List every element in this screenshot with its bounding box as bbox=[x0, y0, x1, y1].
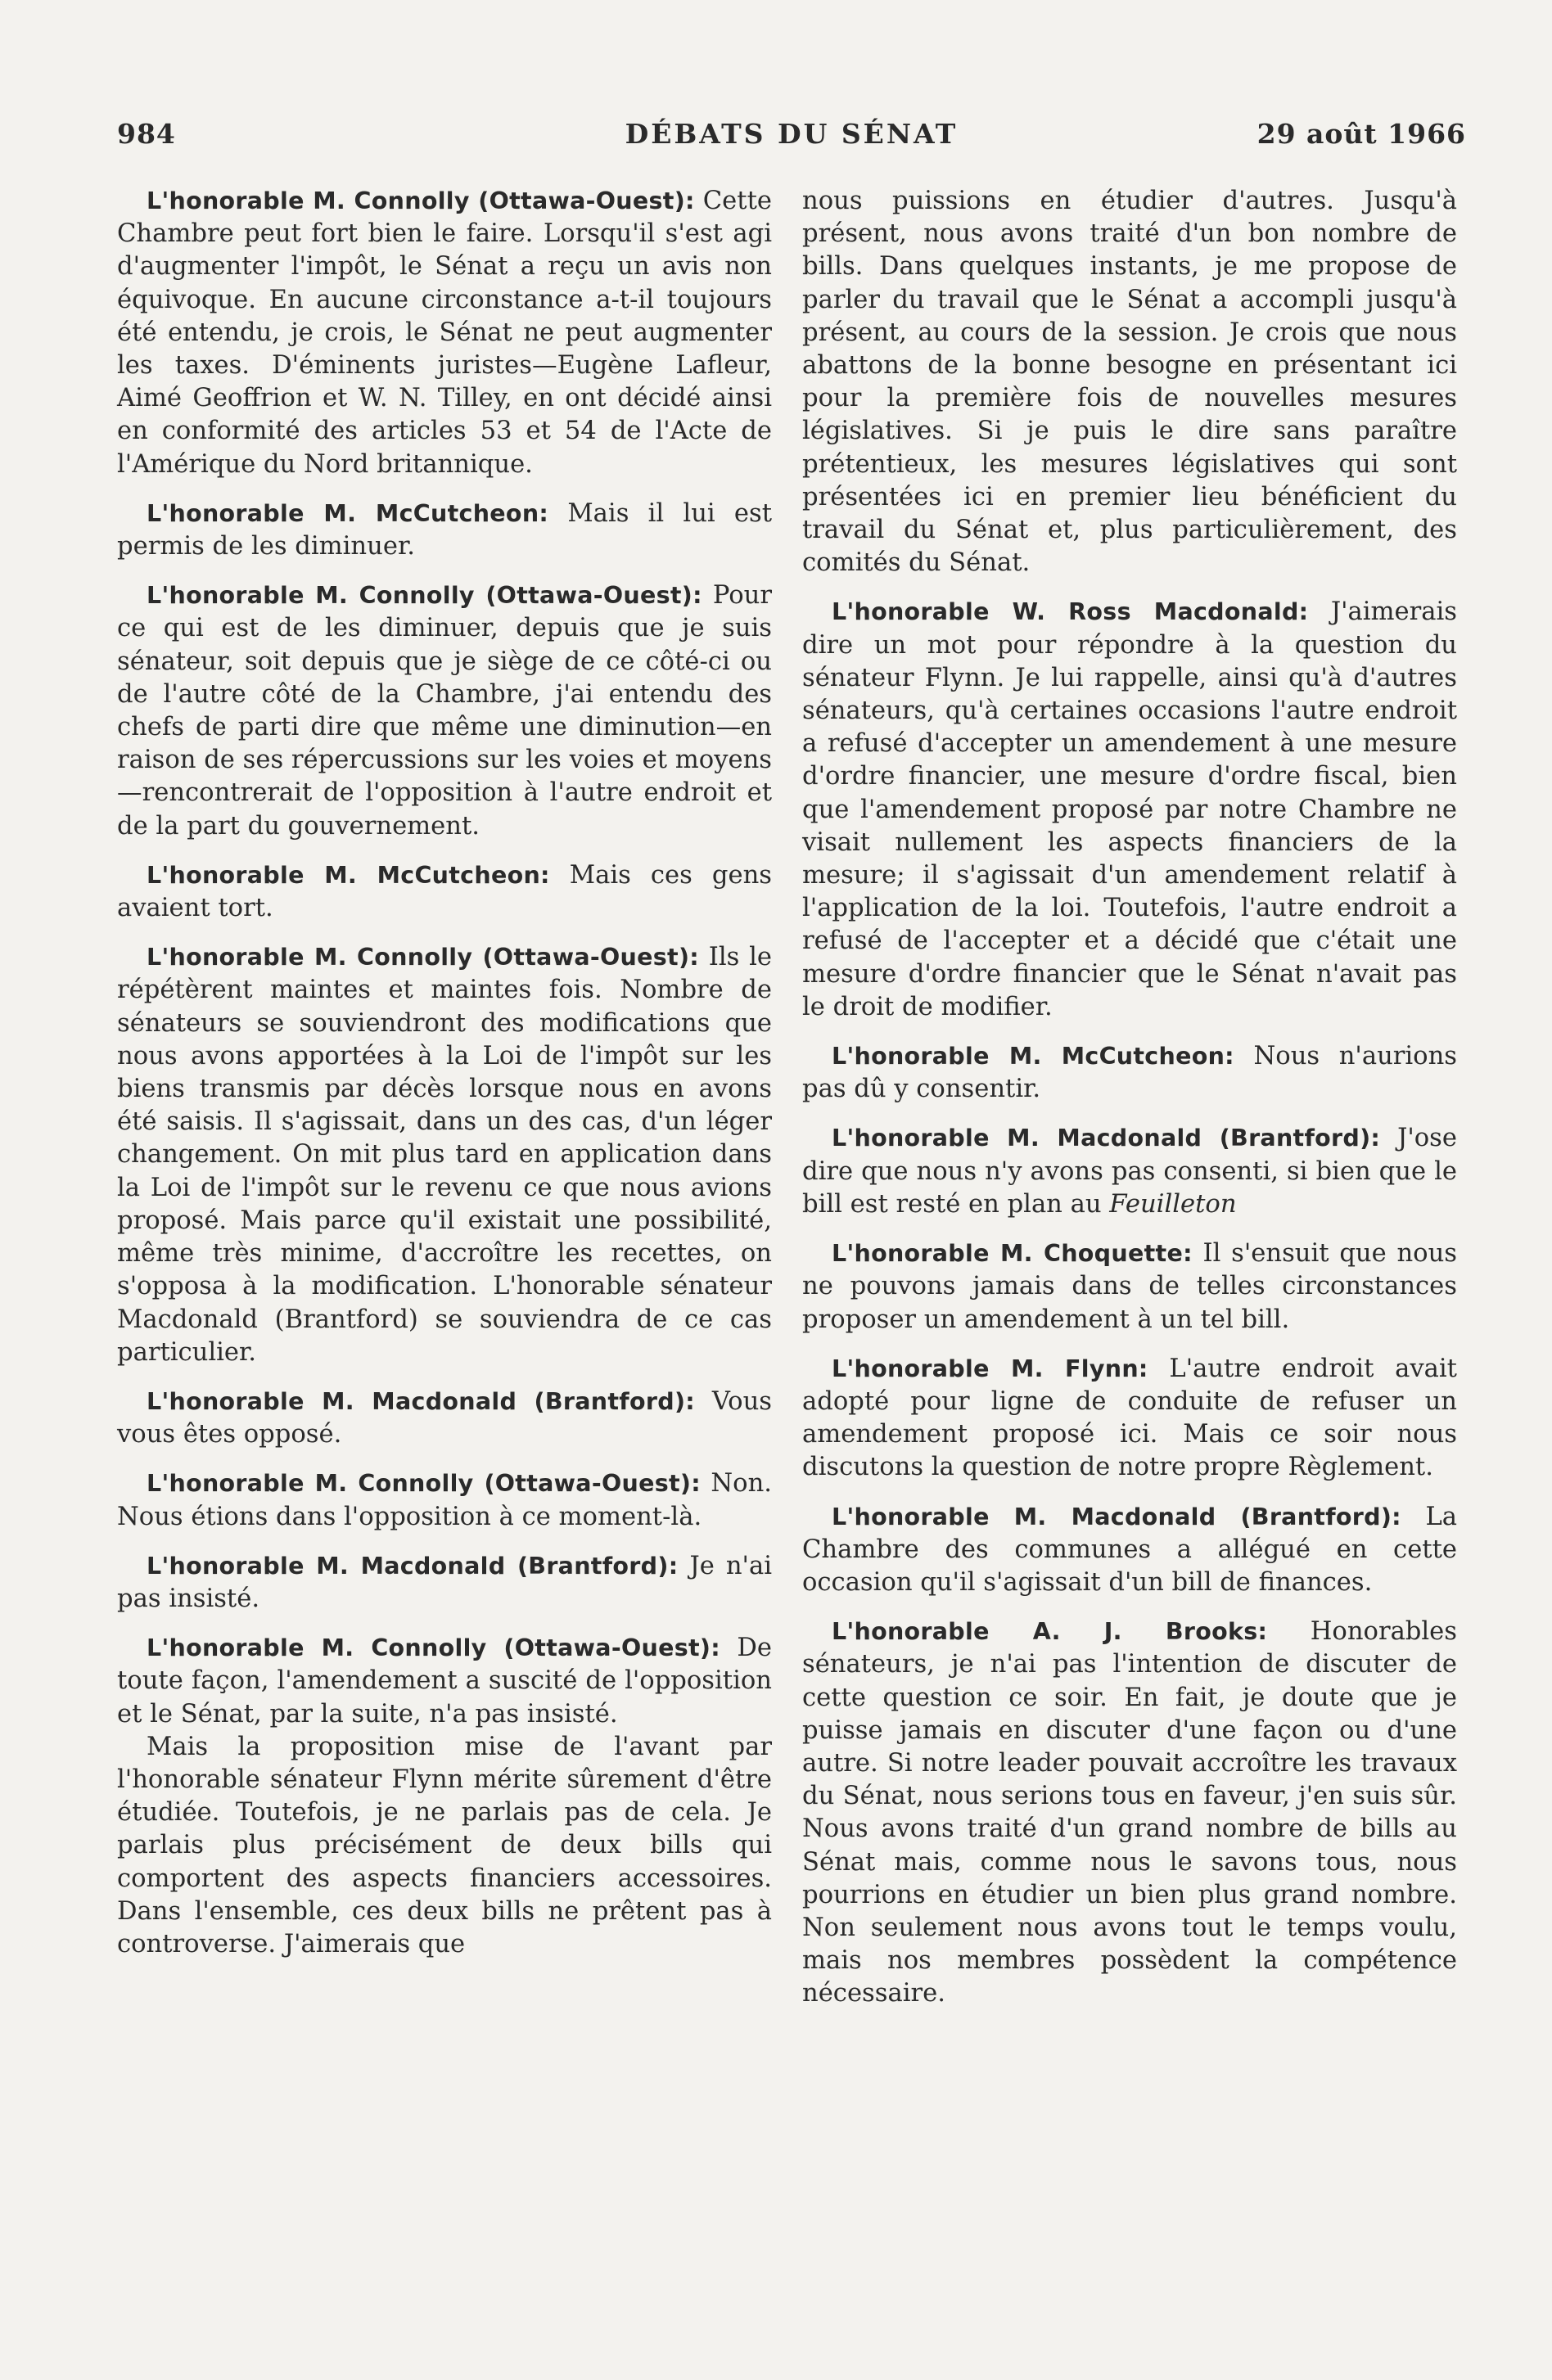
paragraph bbox=[802, 1237, 1457, 1336]
speaker-name: L'honorable M. McCutcheon: bbox=[147, 499, 549, 527]
paragraph bbox=[802, 1616, 1457, 2010]
speech-text: Mais ces gens avaient tort. bbox=[117, 860, 772, 923]
speaker-name: L'honorable M. Connolly (Ottawa-Ouest): bbox=[147, 582, 702, 610]
paragraph bbox=[802, 185, 1457, 579]
speech-text: J'aimerais dire un mot pour répondre à la question du sénateur Flynn. Je lui rappelle, ainsi qu'à d'autres sénateurs, qu'à certaines occasions l'autre endroit a refusé d'accepter un amendement à une mesure d'ordre financier, une mesure d'ordre fiscal, bien que l'amendement proposé par notre Chambre ne visait nullement les aspects financiers de la mesure; il s'agissait d'un amendement relatif à l'application de la loi. Toutefois, l'autre endroit a refusé de l'accepter et a décidé que c'était une mesure d'ordre financier que le Sénat n'avait pas le droit de modifier. bbox=[802, 597, 1457, 1021]
paragraph bbox=[117, 1632, 772, 1731]
paragraph bbox=[802, 1040, 1457, 1106]
page-title: DÉBATS DU SÉNAT bbox=[625, 118, 959, 150]
left-column bbox=[117, 185, 772, 1977]
italic-term: Feuilleton bbox=[1109, 1189, 1237, 1219]
page-header bbox=[117, 118, 1466, 157]
page-number: 984 bbox=[117, 118, 176, 150]
speaker-name: L'honorable M. Connolly (Ottawa-Ouest): bbox=[147, 944, 699, 971]
speech-text: La Chambre des communes a allégué en cette occasion qu'il s'agissait d'un bill de finances. bbox=[802, 1502, 1457, 1597]
speaker-name: L'honorable M. Macdonald (Brantford): bbox=[832, 1125, 1381, 1152]
speech-text: Je n'ai pas insisté. bbox=[117, 1551, 772, 1613]
speaker-name: L'honorable M. Connolly (Ottawa-Ouest): bbox=[147, 1634, 720, 1662]
speech-text: Il s'ensuit que nous ne pouvons jamais dans de telles circonstances proposer un amendement à un tel bill. bbox=[802, 1239, 1457, 1334]
speech-text: Vous vous êtes opposé. bbox=[117, 1386, 772, 1449]
paragraph bbox=[117, 941, 772, 1369]
paragraph bbox=[117, 1550, 772, 1616]
paragraph bbox=[117, 1467, 772, 1533]
speaker-name: L'honorable M. Flynn: bbox=[832, 1355, 1148, 1382]
speaker-name: L'honorable M. Choquette: bbox=[832, 1240, 1193, 1268]
paragraph bbox=[802, 1501, 1457, 1600]
speech-text: Non. Nous étions dans l'opposition à ce moment-là. bbox=[117, 1469, 772, 1531]
speech-text: Cette Chambre peut fort bien le faire. Lorsqu'il s'est agi d'augmenter l'impôt, le Sénat a reçu un avis non équivoque. En aucune circonstance a-t-il toujours été entendu, je crois, le Sénat ne peut augmenter les taxes. D'éminents juristes—Eugène Lafleur, Aimé Geoffrion et W. N. Tilley, en ont décidé ainsi en conformité des articles 53 et 54 de l'Acte de l'Amérique du Nord britannique. bbox=[117, 187, 772, 479]
speech-text: Mais il lui est permis de les diminuer. bbox=[117, 498, 773, 561]
speech-text: Ils le répétèrent maintes et maintes fois. Nombre de sénateurs se souviendront des modifications que nous avons apportées à la Loi de l'impôt sur les biens transmis par décès lorsque nous en avons été saisis. Il s'agissait, dans un des cas, d'un léger changement. On mit plus tard en application dans la Loi de l'impôt sur le revenu ce que nous avions proposé. Mais parce qu'il existait une possibilité, même très minime, d'accroître les recettes, on s'opposa à la modification. L'honorable sénateur Macdonald (Brantford) se souviendra de ce cas particulier. bbox=[117, 943, 772, 1367]
speaker-name: L'honorable M. McCutcheon: bbox=[832, 1043, 1234, 1071]
paragraph bbox=[117, 498, 772, 563]
speaker-name: L'honorable M. Macdonald (Brantford): bbox=[832, 1503, 1401, 1530]
speaker-name: L'honorable M. Macdonald (Brantford): bbox=[147, 1387, 695, 1415]
speaker-name: L'honorable M. Macdonald (Brantford): bbox=[147, 1552, 679, 1580]
speech-text: nous puissions en étudier d'autres. Jusqu'à présent, nous avons traité d'un bon nombre de bills. Dans quelques instants, je me propose de parler du travail que le Sénat a accompli jusqu'à présent, au cours de la session. Je crois que nous abattons de la bonne besogne en présentant ici pour la première fois de nouvelles mesures législatives. Si je puis le dire sans paraître prétentieux, les mesures législatives qui sont présentées ici en premier lieu bénéficient du travail du Sénat et, plus particulièrement, des comités du Sénat. bbox=[802, 187, 1457, 578]
speech-text: J'ose dire que nous n'y avons pas consenti, si bien que le bill est resté en plan au bbox=[802, 1124, 1457, 1219]
paragraph bbox=[802, 1122, 1457, 1221]
speech-text: Honorables sénateurs, je n'ai pas l'intention de discuter de cette question ce soir. En fait, je doute que je puisse jamais en discuter d'une façon ou d'une autre. Si notre leader pouvait accroître les travaux du Sénat, nous serions tous en faveur, j'en suis sûr. Nous avons traité d'un grand nombre de bills au Sénat mais, comme nous le savons tous, nous pourrions en étudier un bien plus grand nombre. Non seulement nous avons tout le temps voulu, mais nos membres possèdent la compétence nécessaire. bbox=[802, 1617, 1457, 2008]
speech-text: L'autre endroit avait adopté pour ligne de conduite de refuser un amendement proposé ici. Mais ce soir nous discutons la question de notre propre Règlement. bbox=[802, 1354, 1457, 1482]
paragraph bbox=[117, 859, 772, 925]
paragraph bbox=[802, 1353, 1457, 1485]
page-date: 29 août 1966 bbox=[1256, 118, 1466, 150]
speech-text: Pour ce qui est de les diminuer, depuis que je suis sénateur, soit depuis que je siège de ce côté-ci ou de l'autre côté de la Chambre, j'ai entendu des chefs de parti dire que même une diminution—en raison de ses répercussions sur les voies et moyens—rencontrerait de l'opposition à l'autre endroit et de la part du gouvernement. bbox=[117, 581, 772, 841]
paragraph bbox=[117, 1731, 772, 1961]
speech-text: Nous n'aurions pas dû y consentir. bbox=[802, 1042, 1458, 1104]
speaker-name: L'honorable M. Connolly (Ottawa-Ouest): bbox=[147, 1470, 701, 1498]
speech-text: De toute façon, l'amendement a suscité de l'opposition et le Sénat, par la suite, n'a pas insisté. bbox=[117, 1634, 772, 1729]
speaker-name: L'honorable W. Ross Macdonald: bbox=[832, 598, 1309, 626]
paragraph bbox=[117, 1386, 772, 1451]
speech-text: Mais la proposition mise de l'avant par l'honorable sénateur Flynn mérite sûrement d'être étudiée. Toutefois, je ne parlais pas de cela. Je parlais plus précisément de deux bills qui comportent des aspects financiers accessoires. Dans l'ensemble, ces deux bills ne prêtent pas à controverse. J'aimerais que bbox=[117, 1732, 772, 1959]
paragraph bbox=[117, 185, 772, 481]
paragraph bbox=[117, 579, 772, 843]
speaker-name: L'honorable M. McCutcheon: bbox=[147, 861, 550, 889]
paragraph bbox=[802, 596, 1457, 1024]
right-column bbox=[802, 185, 1457, 2027]
speaker-name: L'honorable A. J. Brooks: bbox=[832, 1618, 1268, 1646]
speaker-name: L'honorable M. Connolly (Ottawa-Ouest): bbox=[147, 187, 695, 214]
